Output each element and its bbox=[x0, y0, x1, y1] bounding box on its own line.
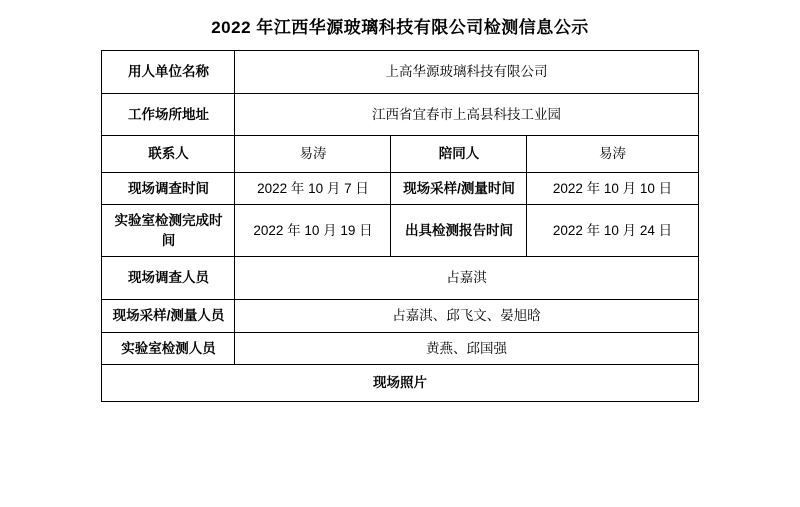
page-title: 2022 年江西华源玻璃科技有限公司检测信息公示 bbox=[211, 18, 589, 37]
row-label-report-issue-date: 出具检测报告时间 bbox=[391, 205, 527, 257]
table-row bbox=[102, 205, 698, 257]
table-row bbox=[102, 136, 698, 173]
table-row bbox=[102, 299, 698, 332]
row-label-workplace-address: 工作场所地址 bbox=[102, 93, 235, 136]
row-value-lab-completion-date: 2022 年 10 月 19 日 bbox=[235, 205, 391, 257]
table-row-site-photos bbox=[102, 365, 698, 402]
table-row bbox=[102, 51, 698, 94]
row-value-accompanying-person: 易涛 bbox=[527, 136, 698, 173]
row-label-site-survey-date: 现场调查时间 bbox=[102, 172, 235, 205]
row-label-contact-person: 联系人 bbox=[102, 136, 235, 173]
row-value-sampling-staff: 占嘉淇、邱飞文、晏旭晗 bbox=[235, 299, 698, 332]
row-label-lab-completion-date: 实验室检测完成时间 bbox=[102, 205, 235, 257]
row-label-lab-staff: 实验室检测人员 bbox=[102, 332, 235, 365]
row-label-sampling-staff: 现场采样/测量人员 bbox=[102, 299, 235, 332]
row-label-site-photos: 现场照片 bbox=[102, 365, 698, 402]
row-value-contact-person: 易涛 bbox=[235, 136, 391, 173]
row-value-employer-name: 上高华源玻璃科技有限公司 bbox=[235, 51, 698, 94]
row-value-lab-staff: 黄燕、邱国强 bbox=[235, 332, 698, 365]
row-label-sampling-date: 现场采样/测量时间 bbox=[391, 172, 527, 205]
row-value-sampling-date: 2022 年 10 月 10 日 bbox=[527, 172, 698, 205]
row-value-site-survey-date: 2022 年 10 月 7 日 bbox=[235, 172, 391, 205]
table-row bbox=[102, 257, 698, 300]
table-row bbox=[102, 172, 698, 205]
detection-info-table bbox=[101, 50, 698, 402]
table-row bbox=[102, 332, 698, 365]
row-label-survey-staff: 现场调查人员 bbox=[102, 257, 235, 300]
row-value-report-issue-date: 2022 年 10 月 24 日 bbox=[527, 205, 698, 257]
row-label-employer-name: 用人单位名称 bbox=[102, 51, 235, 94]
row-label-accompanying-person: 陪同人 bbox=[391, 136, 527, 173]
table-row bbox=[102, 93, 698, 136]
row-value-survey-staff: 占嘉淇 bbox=[235, 257, 698, 300]
row-value-workplace-address: 江西省宜春市上高县科技工业园 bbox=[235, 93, 698, 136]
